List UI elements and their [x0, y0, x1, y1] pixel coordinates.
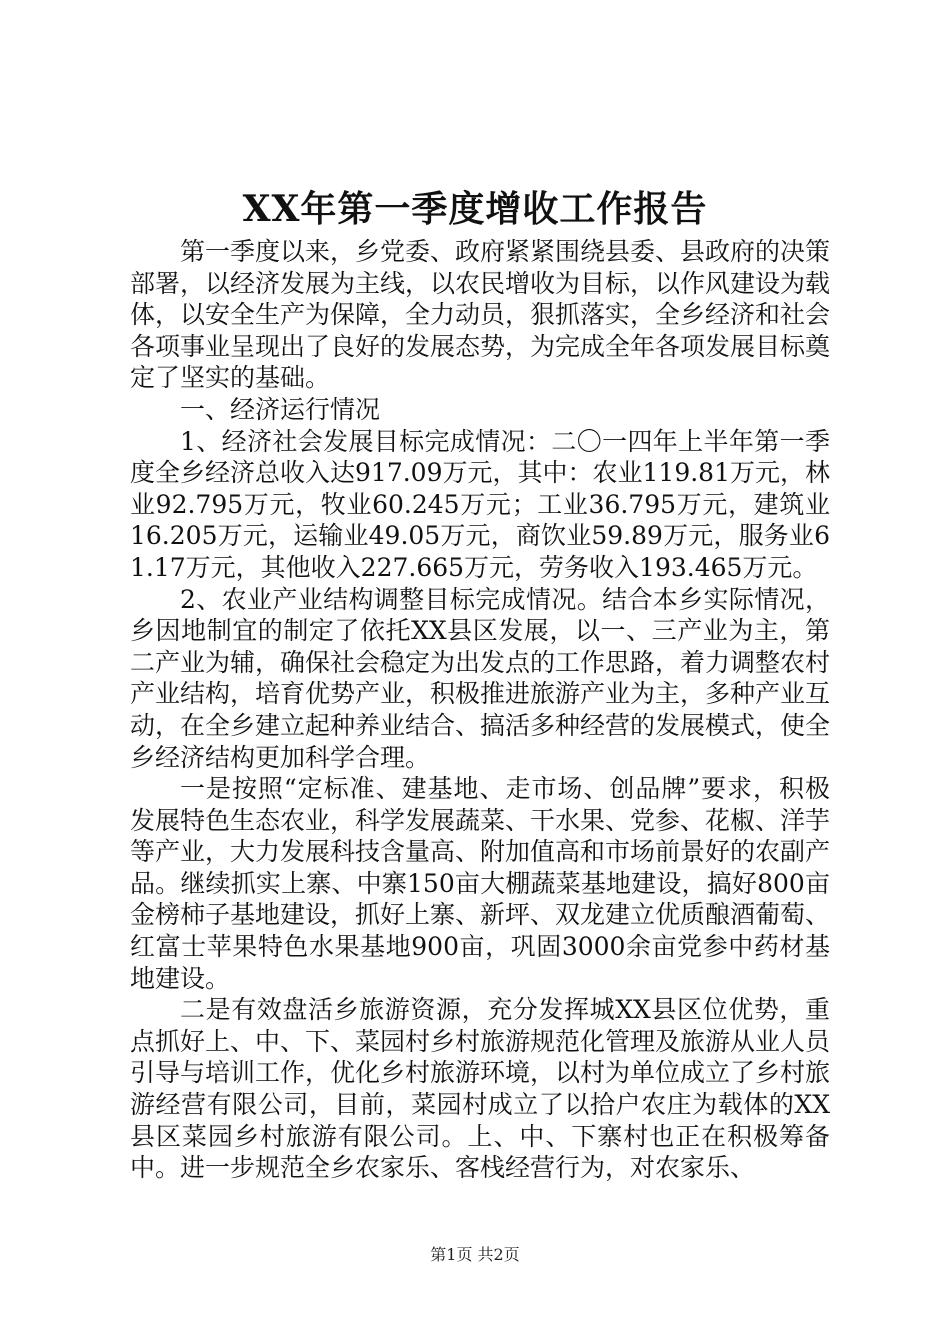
document-body [130, 236, 830, 1184]
paragraph-intro: 第一季度以来，乡党委、政府紧紧围绕县委、县政府的决策部署，以经济发展为主线，以农民增收为目标，以作风建设为载体，以安全生产为保障，全力动员，狠抓落实，全乡经济和社会各项事业呈现出了良好的发展态势，为完成全年各项发展目标奠定了坚实的基础。 [130, 237, 831, 393]
paragraph-rural-tourism: 二是有效盘活乡旅游资源，充分发挥城XX县区位优势，重点抓好上、中、下、菜园村乡村旅游规范化管理及旅游从业人员引导与培训工作，优化乡村旅游环境，以村为单位成立了乡村旅游经营有限公司，目前，菜园村成立了以拾户农庄为载体的XX县区菜园乡村旅游有限公司。上、中、下寨村也正在积极筹备中。进一步规范全乡农家乐、客栈经营行为，对农家乐、 [130, 995, 831, 1183]
paragraph-industry-structure: 2、农业产业结构调整目标完成情况。结合本乡实际情况，乡因地制宜的制定了依托XX县区发展，以一、三产业为主，第二产业为辅，确保社会稳定为出发点的工作思路，着力调整农村产业结构，培育优势产业，积极推进旅游产业为主，多种产业互动，在全乡建立起种养业结合、搞活多种经营的发展模式，使全乡经济结构更加科学合理。 [130, 584, 831, 772]
page-number-footer: 第1页 共2页 [430, 1245, 520, 1264]
paragraph-economic-targets: 1、经济社会发展目标完成情况：二〇一四年上半年第一季度全乡经济总收入达917.09万元，其中：农业119.81万元，林业92.795万元，牧业60.245万元；工业36.795万元，建筑业16.205万元，运输业49.05万元，商饮业59.89万元，服务业61.17万元，其他收入227.665万元，劳务收入193.465万元。 [130, 426, 830, 582]
section-heading-economy: 一、经济运行情况 [180, 394, 381, 424]
document-title: XX年第一季度增收工作报告 [242, 188, 708, 230]
paragraph-ecological-agriculture: 一是按照“定标准、建基地、走市场、创品牌”要求，积极发展特色生态农业，科学发展蔬菜、干水果、党参、花椒、洋芋等产业，大力发展科技含量高、附加值高和市场前景好的农副产品。继续抓实上寨、中寨150亩大棚蔬菜基地建设，搞好800亩金榜柿子基地建设，抓好上寨、新坪、双龙建立优质酿酒葡萄、红富士苹果特色水果基地900亩，巩固3000余亩党参中药材基地建设。 [130, 774, 831, 993]
